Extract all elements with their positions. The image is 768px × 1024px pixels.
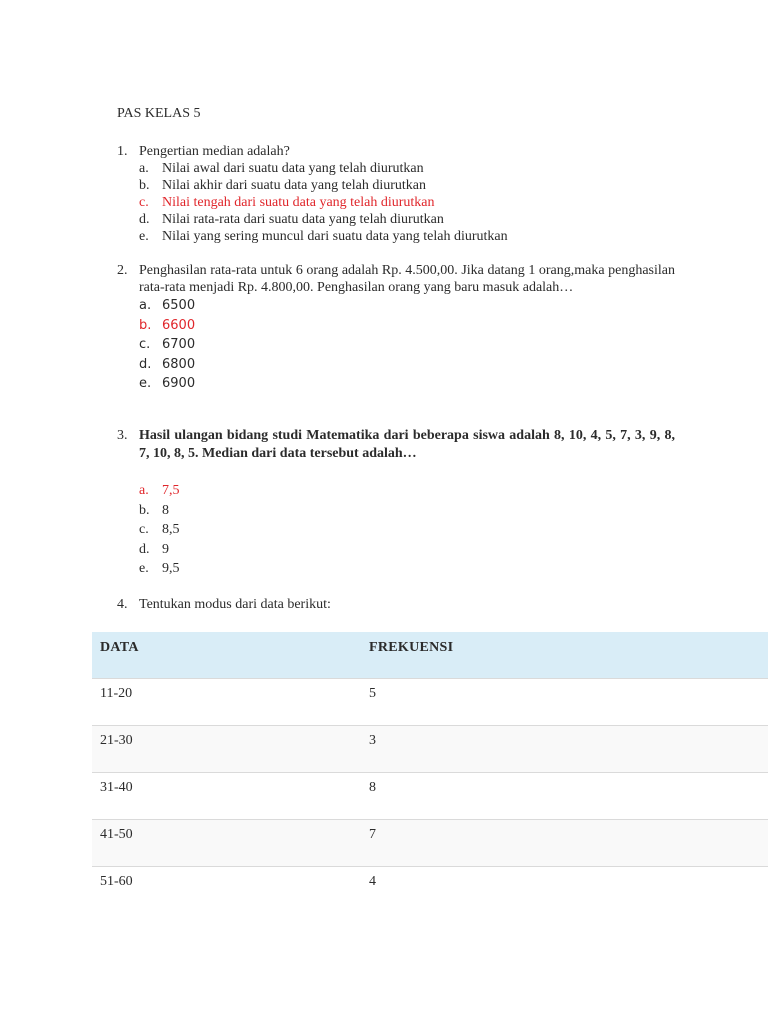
option-a (139, 296, 675, 316)
option-text: 6800 (162, 356, 196, 372)
options-list (139, 160, 675, 245)
question-number: 3. (117, 428, 128, 443)
table-cell-data: 31-40 (100, 780, 133, 795)
option-text: 8 (162, 502, 169, 518)
question-2 (117, 262, 675, 394)
option-text: 6600 (162, 317, 196, 333)
option-c-correct (139, 194, 675, 211)
options-list (139, 296, 675, 394)
option-letter: e. (139, 561, 149, 576)
question-stem: Pengertian median adalah? (139, 144, 290, 159)
option-text: Nilai tengah dari suatu data yang telah diurutkan (162, 195, 435, 210)
option-d (139, 540, 675, 560)
table-cell-frekuensi: 4 (369, 874, 376, 889)
option-c (139, 335, 675, 355)
question-stem: Penghasilan rata-rata untuk 6 orang adalah Rp. 4.500,00. Jika datang 1 orang,maka penghasilan rata-rata menjadi Rp. 4.800,00. Penghasilan orang yang baru masuk adalah… (139, 263, 675, 295)
option-e (139, 374, 675, 394)
question-number: 2. (117, 263, 128, 278)
table-cell-data: 51-60 (100, 874, 133, 889)
table-row (92, 773, 768, 820)
option-b-correct (139, 316, 675, 336)
option-text: Nilai yang sering muncul dari suatu data yang telah diurutkan (162, 229, 508, 244)
option-c (139, 520, 675, 540)
option-text: Nilai awal dari suatu data yang telah diurutkan (162, 161, 424, 176)
column-header-data: DATA (100, 640, 139, 655)
frequency-table (92, 632, 768, 913)
table-row (92, 820, 768, 867)
question-4 (117, 596, 675, 613)
option-letter: d. (139, 212, 150, 227)
table-cell-frekuensi: 7 (369, 827, 376, 842)
page-title: PAS KELAS 5 (117, 106, 201, 121)
options-list (139, 481, 675, 579)
option-letter: e. (139, 376, 152, 391)
table-cell-data: 41-50 (100, 827, 133, 842)
option-letter: c. (139, 337, 151, 352)
option-letter: d. (139, 356, 152, 372)
table-row (92, 726, 768, 773)
table-row (92, 867, 768, 913)
table-cell-data: 11-20 (100, 686, 133, 701)
table-cell-frekuensi: 3 (369, 733, 376, 748)
option-a (139, 160, 675, 177)
option-b (139, 501, 675, 521)
table-cell-data: 21-30 (100, 733, 133, 748)
option-e (139, 559, 675, 579)
option-letter: a. (139, 298, 152, 313)
table-cell-frekuensi: 5 (369, 686, 376, 701)
option-d (139, 355, 675, 375)
question-stem: Hasil ulangan bidang studi Matematika dari beberapa siswa adalah 8, 10, 4, 5, 7, 3, 9, 8, 7, 10, 8, 5. Median dari data tersebut adalah… (139, 428, 675, 461)
option-text: Nilai akhir dari suatu data yang telah diurutkan (162, 178, 426, 193)
option-letter: a. (139, 161, 149, 176)
option-text: 6500 (162, 298, 196, 313)
table-row (92, 679, 768, 726)
question-stem: Tentukan modus dari data berikut: (139, 597, 331, 612)
option-letter: d. (139, 541, 150, 557)
option-letter: c. (139, 195, 149, 210)
table-header-row (92, 632, 768, 679)
column-header-frekuensi: FREKUENSI (369, 640, 454, 655)
question-1 (117, 143, 675, 245)
question-number: 4. (117, 597, 128, 612)
option-letter: b. (139, 178, 150, 193)
option-text: 7,5 (162, 483, 180, 498)
option-b (139, 177, 675, 194)
option-letter: e. (139, 229, 149, 244)
option-letter: b. (139, 502, 150, 518)
option-a-correct (139, 481, 675, 501)
table-cell-frekuensi: 8 (369, 780, 376, 795)
question-3 (117, 427, 675, 579)
option-letter: a. (139, 483, 149, 498)
question-number: 1. (117, 144, 128, 159)
option-text: Nilai rata-rata dari suatu data yang telah diurutkan (162, 212, 444, 227)
option-text: 6700 (162, 337, 196, 352)
option-text: 8,5 (162, 522, 180, 537)
option-letter: b. (139, 317, 152, 333)
option-text: 6900 (162, 376, 196, 391)
option-e (139, 228, 675, 245)
option-text: 9 (162, 541, 169, 557)
option-text: 9,5 (162, 561, 180, 576)
option-d (139, 211, 675, 228)
option-letter: c. (139, 522, 149, 537)
